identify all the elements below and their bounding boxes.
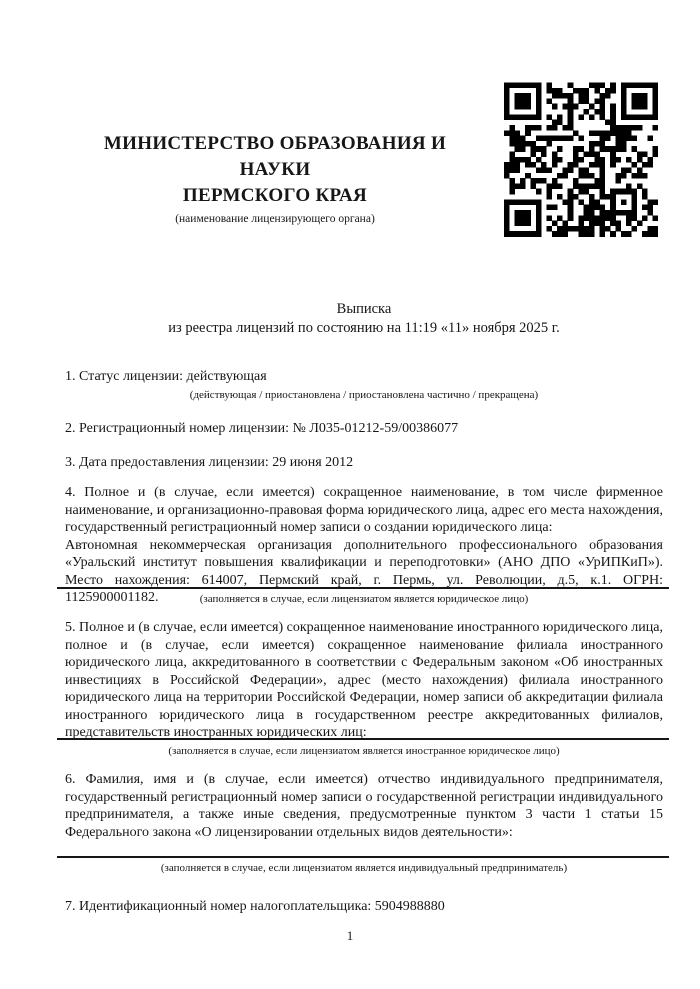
license-status: 1. Статус лицензии: действующая: [65, 369, 267, 384]
taxpayer-id: 7. Идентификационный номер налогоплательщика: 5904988880: [65, 899, 445, 914]
ministry-name-line1: МИНИСТЕРСТВО ОБРАЗОВАНИЯ И НАУКИ: [103, 133, 447, 180]
legal-entity-label: 4. Полное и (в случае, если имеется) сокращенное наименование, в том числе фирменное наименование, и организационно-правовая форма юридического лица, адрес его места нахождения, государственный регистрационный номер записи о создании юридического лица:: [65, 485, 663, 535]
foreign-entity-underline: [57, 738, 669, 740]
title-line2: из реестра лицензий по состоянию на 11:19 «11» ноября 2025 г.: [168, 320, 560, 336]
legal-entity-underline: [57, 587, 669, 589]
foreign-entity-label: 5. Полное и (в случае, если имеется) сокращенное наименование иностранного юридического лица, полное и (в случае, если имеется) сокращенное наименование филиала иностранного юридического лица, аккредитованного в соответствии с Федеральным законом «Об иностранных инвестициях в Российской Федерации», адрес (место нахождения) филиала иностранного юридического лица на территории Российской Федерации, номер записи об аккредитации филиала иностранного юридического лица в государственном реестре аккредитованных филиалов, представительств иностранных юридических лиц:: [65, 620, 663, 740]
foreign-entity-section: [65, 619, 663, 742]
license-grant-date: 3. Дата предоставления лицензии: 29 июня 2012: [65, 455, 354, 470]
ministry-name-line2: ПЕРМСКОГО КРАЯ: [182, 185, 368, 206]
page-number: 1: [346, 928, 354, 943]
license-registration-number: 2. Регистрационный номер лицензии: № Л035-01212-59/00386077: [65, 421, 459, 436]
ministry-name-caption: (наименование лицензирующего органа): [175, 213, 375, 225]
document-title: [65, 300, 663, 338]
qr-code: [504, 81, 658, 238]
individual-entrepreneur-caption: (заполняется в случае, если лицензиатом является индивидуальный предприниматель): [160, 862, 568, 874]
ministry-header: [70, 131, 480, 225]
individual-entrepreneur-section: [65, 771, 663, 841]
qr-code-image: [504, 81, 658, 238]
individual-entrepreneur-underline: [57, 856, 669, 858]
foreign-entity-caption: (заполняется в случае, если лицензиатом является иностранное юридическое лицо): [168, 745, 560, 757]
title-line1: Выписка: [336, 301, 392, 317]
license-status-options-caption: (действующая / приостановлена / приостановлена частично / прекращена): [189, 389, 539, 401]
individual-entrepreneur-label: 6. Фамилия, имя и (в случае, если имеется) отчество индивидуального предпринимателя, государственный регистрационный номер записи о государственной регистрации индивидуального предпринимателя, а также иные сведения, предусмотренные пунктом 3 части 1 статьи 15 Федерального закона «О лицензировании отдельных видов деятельности»:: [65, 772, 663, 840]
legal-entity-caption: (заполняется в случае, если лицензиатом является юридическое лицо): [199, 593, 529, 605]
legal-entity-value: Автономная некоммерческая организация дополнительного профессионального образования «Уральский институт повышения квалификации и переподготовки» (АНО ДПО «УрИПКиП»). Место нахождения: 614007, Пермский край, г. Пермь, ул. Революции, д.5, к.1. ОГРН: 1125900001182.: [65, 537, 663, 605]
